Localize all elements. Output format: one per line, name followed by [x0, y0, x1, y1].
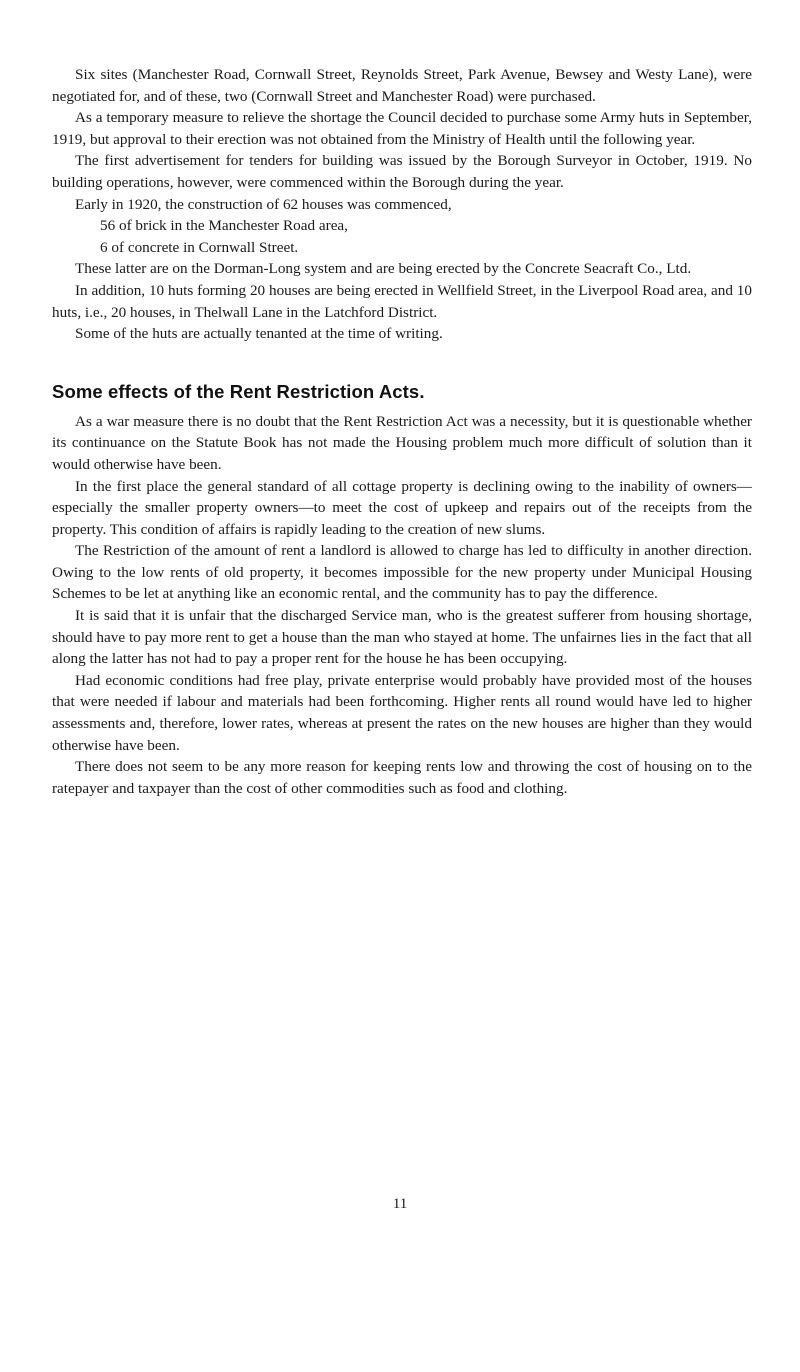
paragraph-sites: Six sites (Manchester Road, Cornwall Street, Reynolds Street, Park Avenue, Bewsey and Westy Lane), were negotiated for, and of these, two (Cornwall Street and Manchester Road) were purchased.	[52, 66, 752, 105]
paragraph-economic: Had economic conditions had free play, private enterprise would probably have provided most of the houses that were needed if labour and materials had been forthcoming. Higher rents all round would have led to higher assessments and, therefore, lower rates, whereas at present the rates on the new houses are higher than they would otherwise have been.	[52, 671, 752, 754]
page-number: 11	[392, 1195, 408, 1212]
paragraph-first-place: In the first place the general standard of all cottage property is declining owing to the inability of owners—especially the smaller property owners—to meet the cost of upkeep and repairs out of the receipts from the property. This condition of affairs is rapidly leading to the creation of new slums.	[52, 477, 752, 538]
paragraph-dorman-long: These latter are on the Dorman-Long system and are being erected by the Concrete Seacraft Co., Ltd.	[75, 260, 692, 278]
body-text	[52, 64, 752, 799]
paragraph-army-huts: As a temporary measure to relieve the shortage the Council decided to purchase some Army huts in September, 1919, but approval to their erection was not obtained from the Ministry of Health until the following year.	[52, 109, 752, 148]
paragraph-tenders: The first advertisement for tenders for building was issued by the Borough Surveyor in October, 1919. No building operations, however, were commenced within the Borough during the year.	[52, 152, 752, 191]
paragraph-conclusion: There does not seem to be any more reason for keeping rents low and throwing the cost of housing on to the ratepayer and taxpayer than the cost of other commodities such as food and clothing.	[52, 758, 752, 797]
sub-line-concrete: 6 of concrete in Cornwall Street.	[100, 238, 299, 256]
sub-line-brick: 56 of brick in the Manchester Road area,	[100, 217, 348, 235]
paragraph-tenanted: Some of the huts are actually tenanted at the time of writing.	[75, 325, 443, 343]
paragraph-construction: Early in 1920, the construction of 62 houses was commenced,	[75, 195, 452, 213]
paragraph-war-measure: As a war measure there is no doubt that the Rent Restriction Act was a necessity, but it is questionable whether its continuance on the Statute Book has not made the Housing problem much more difficult of solution than it would otherwise have been.	[52, 412, 752, 473]
section-heading: Some effects of the Rent Restriction Acts.	[52, 380, 425, 402]
paragraph-huts: In addition, 10 huts forming 20 houses are being erected in Wellfield Street, in the Liverpool Road area, and 10 huts, i.e., 20 houses, in Thelwall Lane in the Latchford District.	[52, 281, 752, 321]
paragraph-service-man: It is said that it is unfair that the discharged Service man, who is the greatest sufferer from housing shortage, should have to pay more rent to get a house than the man who stayed at home. The unfairnes lies in the fact that all along the latter has not had to pay a proper rent for the house he has been occupying.	[52, 607, 752, 668]
paragraph-restriction: The Restriction of the amount of rent a landlord is allowed to charge has led to difficulty in another direction. Owing to the low rents of old property, it becomes impossible for the new property under Municipal Housing Schemes to be let at anything like an economic rental, and the community has to pay the difference.	[52, 542, 752, 603]
